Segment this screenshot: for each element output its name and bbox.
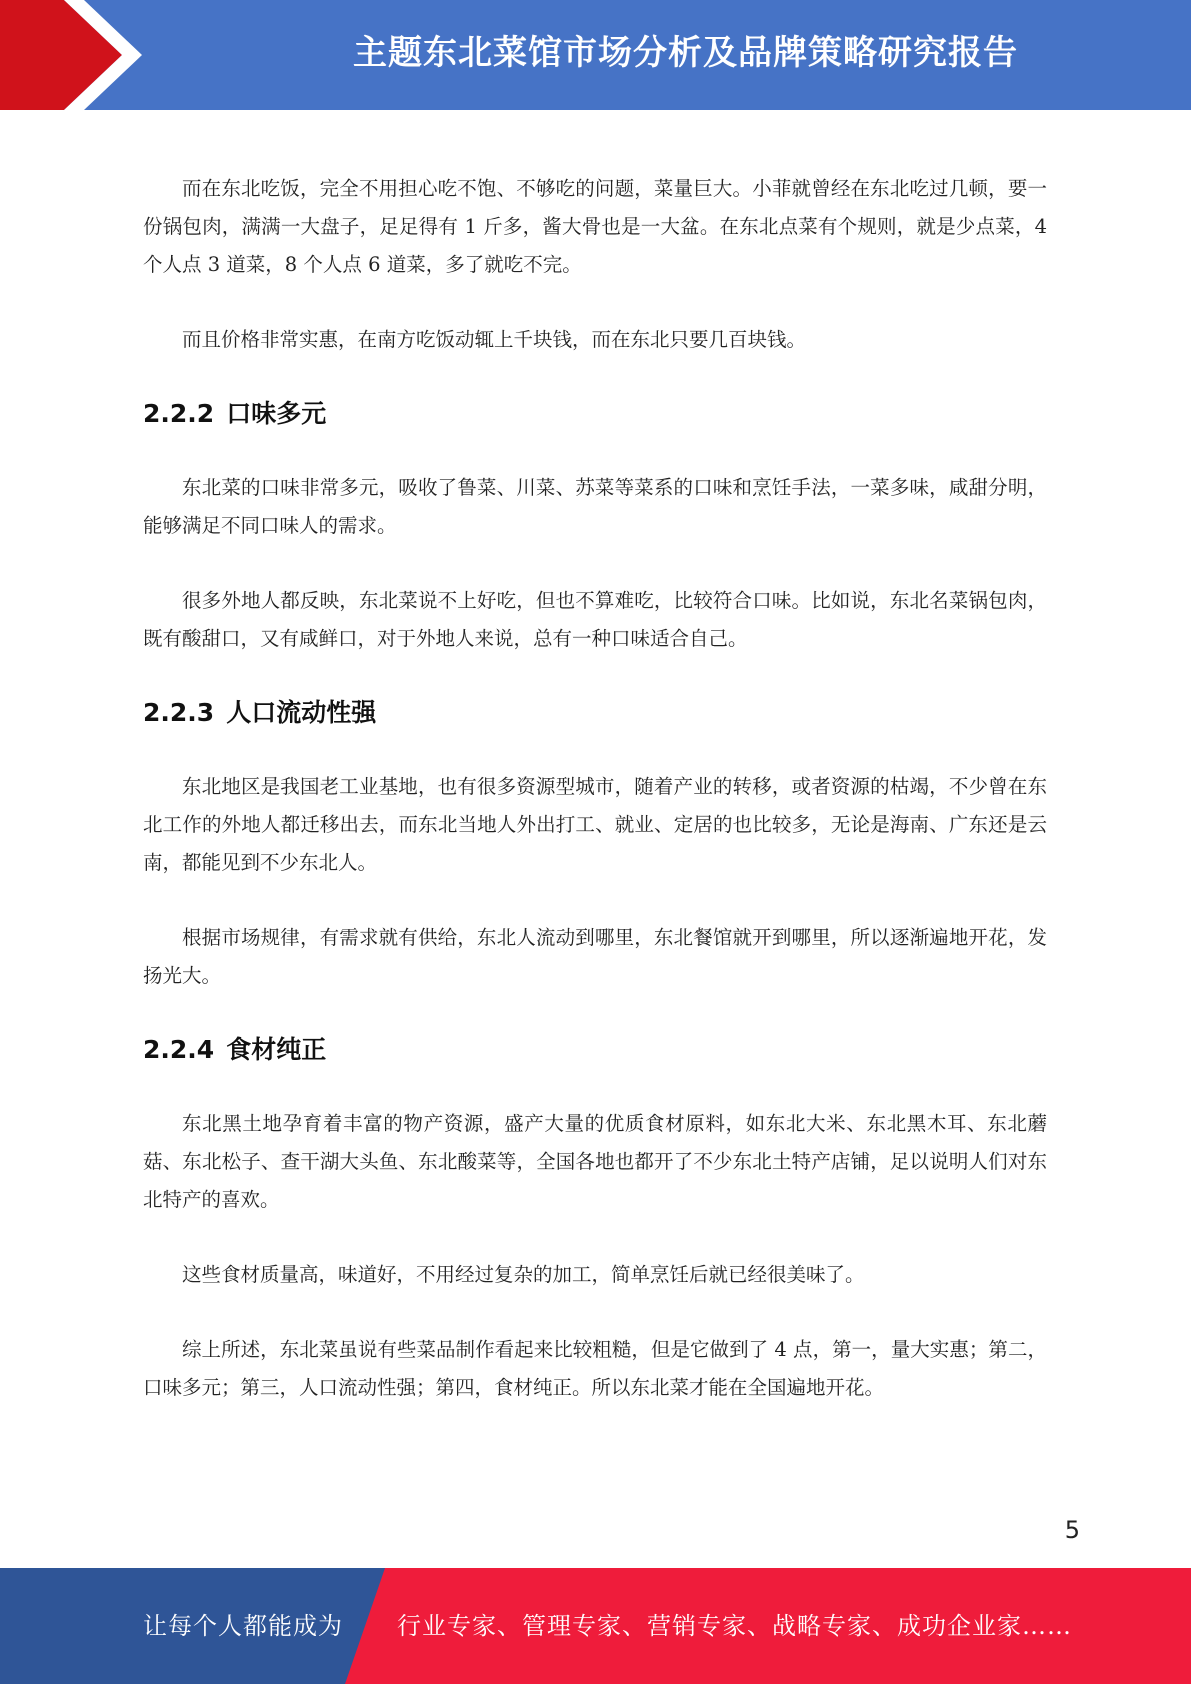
section-number: 2.2.2 <box>143 399 215 428</box>
page-footer <box>0 1568 1191 1684</box>
paragraph: 而且价格非常实惠，在南方吃饭动辄上千块钱，而在东北只要几百块钱。 <box>182 328 807 351</box>
header-chevron-decoration <box>0 0 160 110</box>
section-title: 人口流动性强 <box>226 698 377 727</box>
paragraph: 根据市场规律，有需求就有供给，东北人流动到哪里，东北餐馆就开到哪里，所以逐渐遍地开花，发扬光大。 <box>143 926 1047 987</box>
section-heading-2-2-2 <box>143 396 1047 432</box>
footer-slogan-left: 让每个人都能成为 <box>143 1612 343 1640</box>
paragraph: 这些食材质量高，味道好，不用经过复杂的加工，简单烹饪后就已经很美味了。 <box>182 1263 865 1286</box>
paragraph: 东北黑土地孕育着丰富的物产资源，盛产大量的优质食材原料，如东北大米、东北黑木耳、东北蘑菇、东北松子、查干湖大头鱼、东北酸菜等，全国各地也都开了不少东北土特产店铺，足以说明人们对东北特产的喜欢。 <box>143 1112 1047 1211</box>
section-heading-2-2-3 <box>143 695 1047 731</box>
paragraph: 综上所述，东北菜虽说有些菜品制作看起来比较粗糙，但是它做到了 4 点，第一，量大实惠；第二，口味多元；第三，人口流动性强；第四，食材纯正。所以东北菜才能在全国遍地开花。 <box>143 1338 1047 1399</box>
section-number: 2.2.3 <box>143 698 215 727</box>
page-header <box>0 0 1191 110</box>
paragraph: 很多外地人都反映，东北菜说不上好吃，但也不算难吃，比较符合口味。比如说，东北名菜锅包肉，既有酸甜口，又有咸鲜口，对于外地人来说，总有一种口味适合自己。 <box>143 589 1047 650</box>
section-title: 口味多元 <box>226 399 327 428</box>
footer-slogan-right: 行业专家、管理专家、营销专家、战略专家、成功企业家…… <box>397 1612 1072 1640</box>
paragraph: 东北地区是我国老工业基地，也有很多资源型城市，随着产业的转移，或者资源的枯竭，不少曾在东北工作的外地人都迁移出去，而东北当地人外出打工、就业、定居的也比较多，无论是海南、广东还是云南，都能见到不少东北人。 <box>143 775 1047 874</box>
paragraph: 东北菜的口味非常多元，吸收了鲁菜、川菜、苏菜等菜系的口味和烹饪手法，一菜多味，咸甜分明，能够满足不同口味人的需求。 <box>143 476 1047 537</box>
document-title: 主题东北菜馆市场分析及品牌策略研究报告 <box>353 33 1018 73</box>
section-title: 食材纯正 <box>226 1035 327 1064</box>
paragraph: 而在东北吃饭，完全不用担心吃不饱、不够吃的问题，菜量巨大。小菲就曾经在东北吃过几顿，要一份锅包肉，满满一大盘子，足足得有 1 斤多，酱大骨也是一大盆。在东北点菜有个规则，就是少点菜，4 个人点 3 道菜，8 个人点 6 道菜，多了就吃不完。 <box>143 177 1047 276</box>
page-body <box>143 170 1047 1407</box>
section-heading-2-2-4 <box>143 1032 1047 1068</box>
page-number: 5 <box>1064 1516 1080 1544</box>
section-number: 2.2.4 <box>143 1035 215 1064</box>
